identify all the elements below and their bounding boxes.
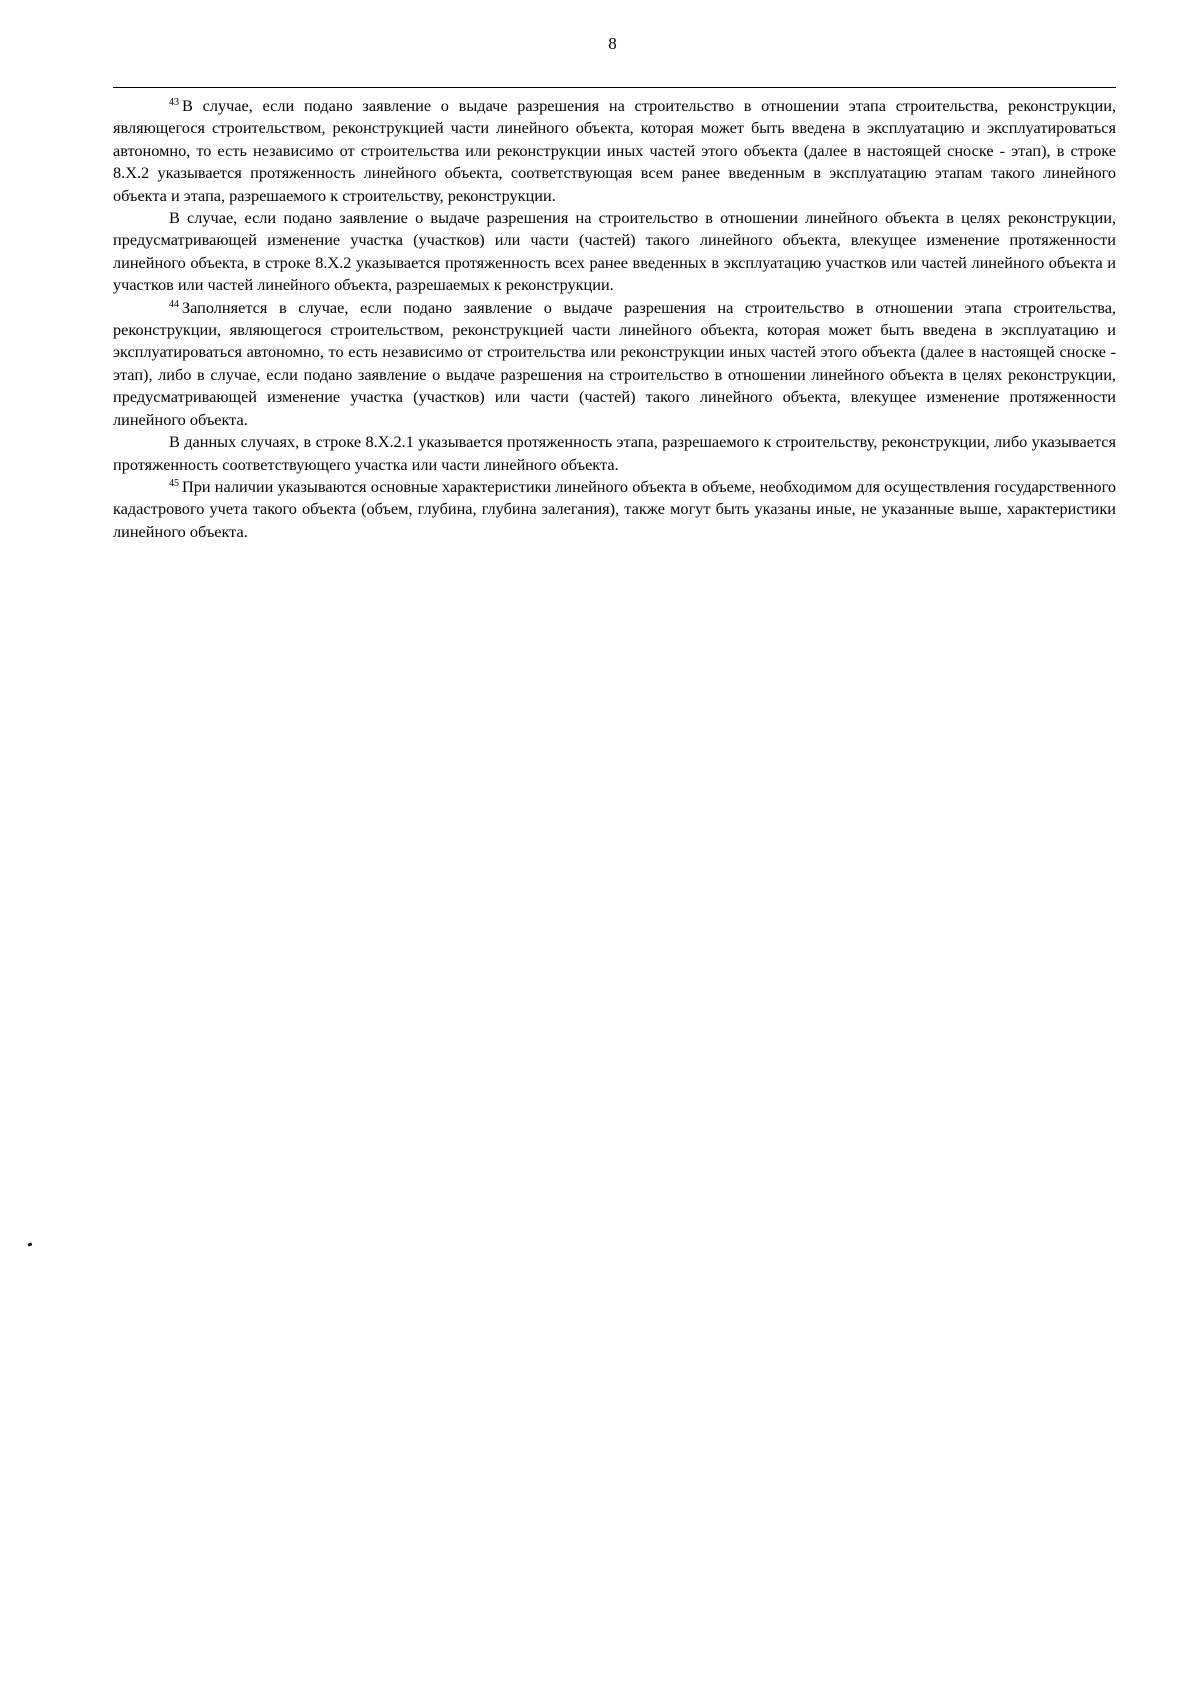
footnote-text: В случае, если подано заявление о выдаче разрешения на строительство в отношении этапа строительства, реконструкции, являющегося строительством, реконструкцией части линейного объекта, которая может быть введена в эксплуатацию и эксплуатироваться автономно, то есть независимо от строительства или реконструкции иных частей этого объекта (далее в настоящей сноске - этап), в строке 8.Х.2 указывается протяженность линейного объекта, соответствующая всем ранее введенным в эксплуатацию этапам такого линейного объекта и этапа, разрешаемого к строительству, реконструкции. <box>113 96 1116 205</box>
footnote-44-continuation <box>113 431 1116 476</box>
footnote-43-continuation <box>113 207 1116 297</box>
footnote-text: Заполняется в случае, если подано заявление о выдаче разрешения на строительство в отношении этапа строительства, реконструкции, являющегося строительством, реконструкцией части линейного объекта, которая может быть введена в эксплуатацию и эксплуатироваться автономно, то есть независимо от строительства или реконструкции иных частей этого объекта (далее в настоящей сноске - этап), либо в случае, если подано заявление о выдаче разрешения на строительство в отношении линейного объекта в целях реконструкции, предусматривающей изменение участка (участков) или части (частей) такого линейного объекта, влекущее изменение протяженности линейного объекта. <box>113 297 1116 429</box>
footnote-43 <box>113 95 1116 207</box>
footnote-45 <box>113 476 1116 543</box>
footnote-separator <box>113 87 1116 88</box>
page-number: 8 <box>608 34 617 53</box>
footnote-44 <box>113 297 1116 431</box>
footnote-text: В данных случаях, в строке 8.Х.2.1 указывается протяженность этапа, разрешаемого к строительству, реконструкции, либо указывается протяженность соответствующего участка или части линейного объекта. <box>113 432 1116 474</box>
footnote-mark: 44 <box>169 298 179 310</box>
footnote-text: При наличии указываются основные характеристики линейного объекта в объеме, необходимом для осуществления государственного кадастрового учета такого объекта (объем, глубина, глубина залегания), также могут быть указаны иные, не указанные выше, характеристики линейного объекта. <box>113 476 1116 541</box>
footnote-mark: 45 <box>169 477 179 489</box>
footnote-mark: 43 <box>169 97 179 108</box>
scan-speck <box>28 1242 33 1246</box>
footnote-text: В случае, если подано заявление о выдаче разрешения на строительство в отношении линейного объекта в целях реконструкции, предусматривающей изменение участка (участков) или части (частей) такого линейного объекта, влекущее изменение протяженности линейного объекта, в строке 8.Х.2 указывается протяженность всех ранее введенных в эксплуатацию участков или частей линейного объекта и участков или частей линейного объекта, разрешаемых к реконструкции. <box>113 208 1116 295</box>
footnotes-section <box>113 95 1116 543</box>
